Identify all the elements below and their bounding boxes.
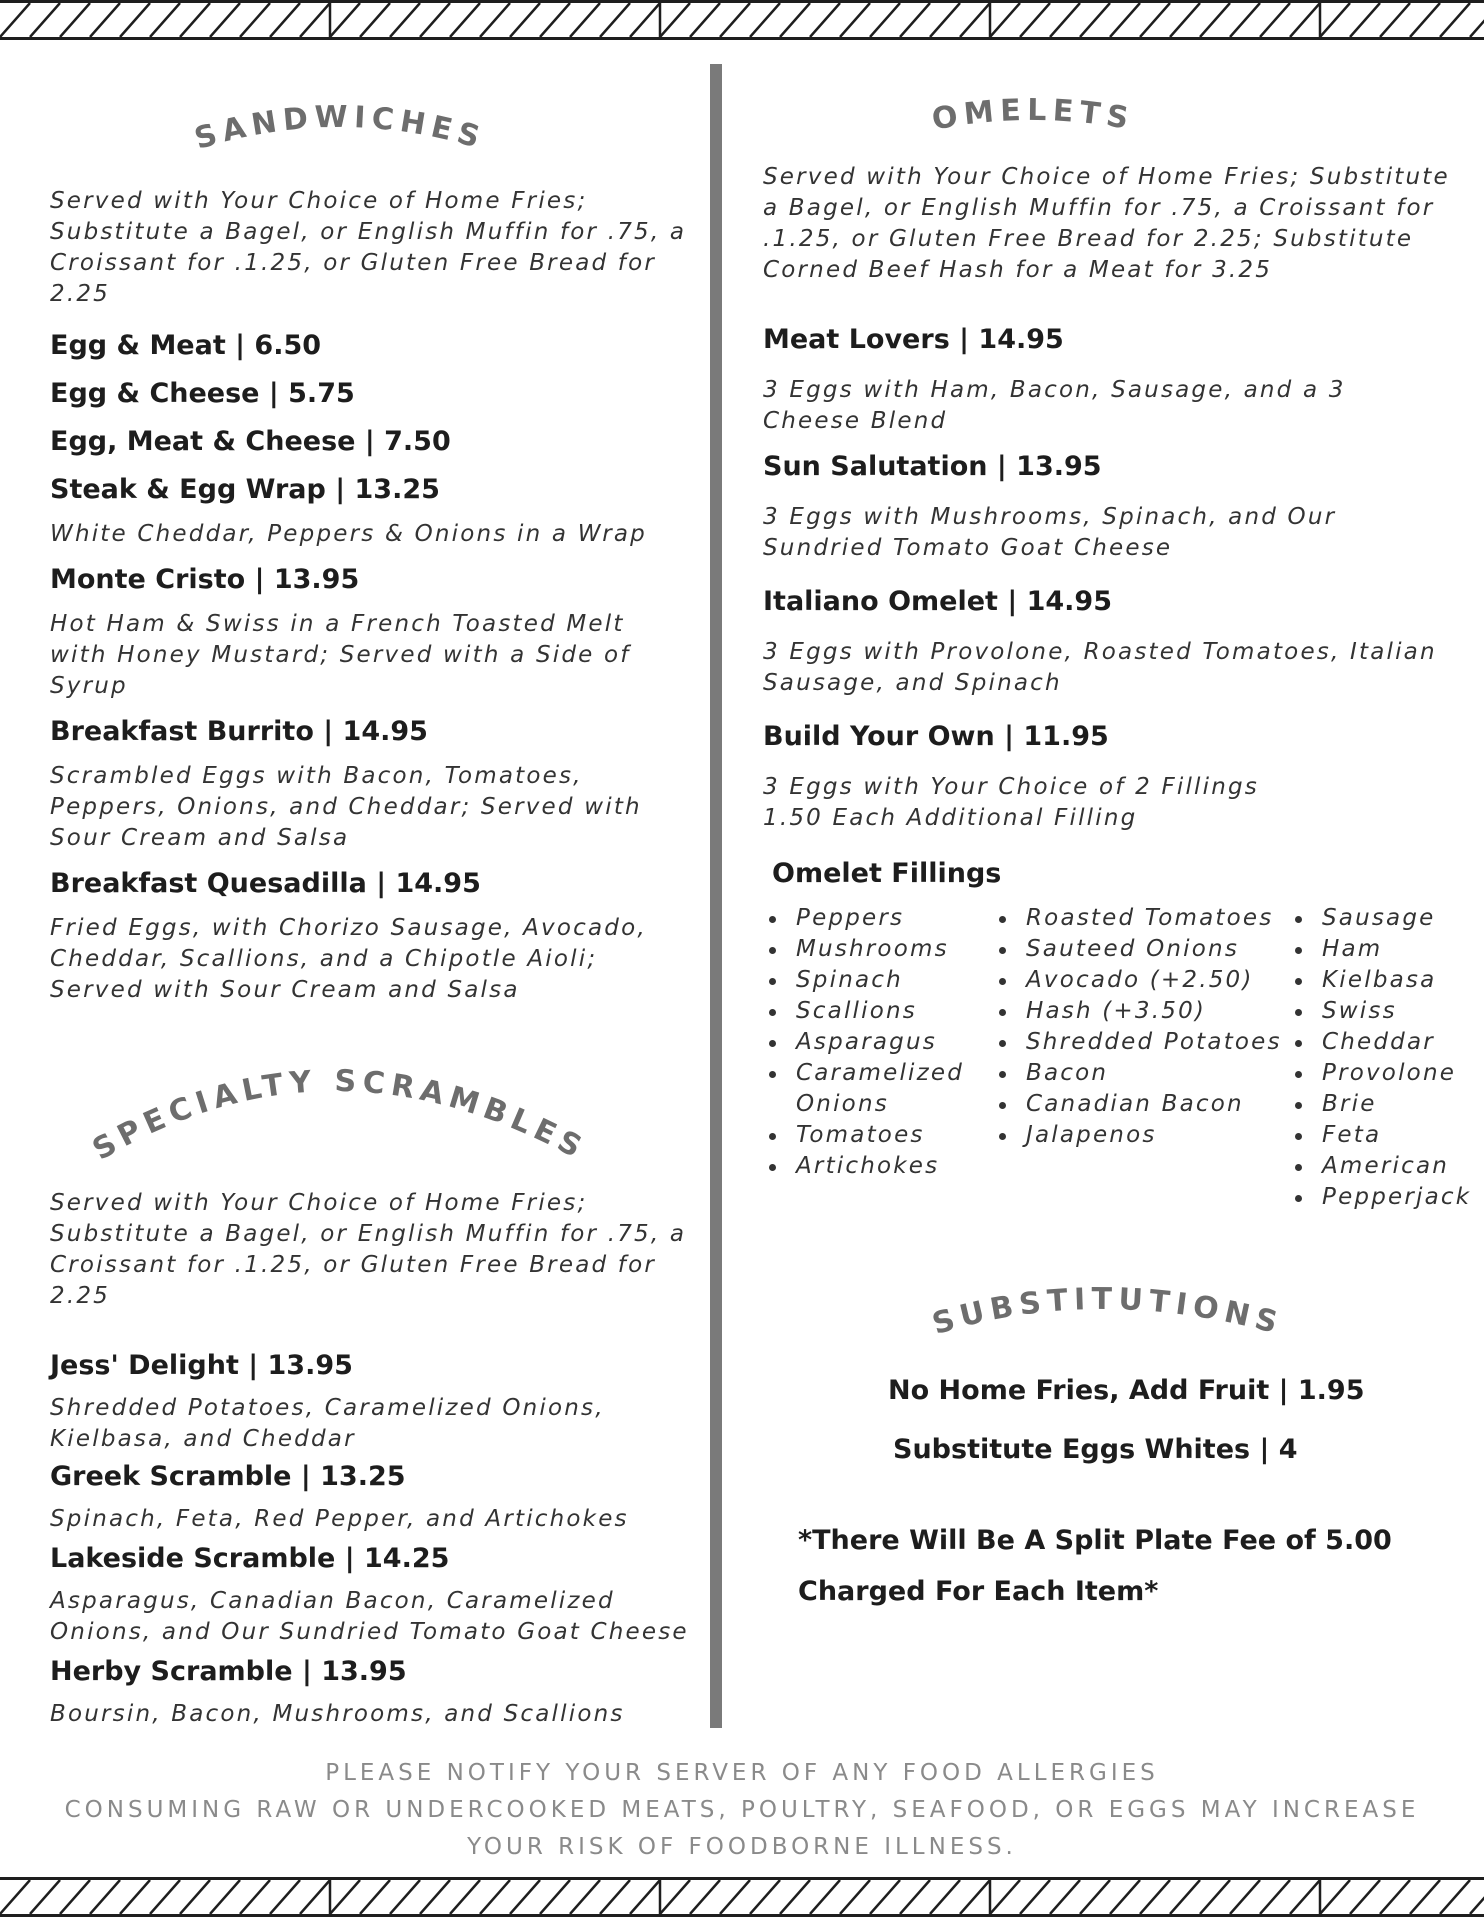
omelets-description: Served with Your Choice of Home Fries; Substitute a Bagel, or English Muffin for .75, a Croissant for .1.25, or Gluten Free Bread for 2.25; Substitute Corned Beef Hash for a Meat for 3.25 — [763, 164, 1450, 283]
zigzag-stroke — [570, 3, 600, 37]
zigzag-stroke — [810, 1880, 840, 1914]
omelet-item-desc-extra: 1.50 Each Additional Filling — [763, 805, 1138, 831]
sandwich-item-title: Breakfast Quesadilla | 14.95 — [50, 868, 481, 899]
allergy-notice-line: PLEASE NOTIFY YOUR SERVER OF ANY FOOD ALLERGIES — [325, 1760, 1159, 1786]
zigzag-stroke — [1020, 1880, 1050, 1914]
zigzag-stroke — [990, 3, 1020, 37]
scramble-item-title: Lakeside Scramble | 14.25 — [50, 1543, 450, 1574]
omelet-item-title: Sun Salutation | 13.95 — [763, 451, 1102, 482]
omelet-item-title: Italiano Omelet | 14.95 — [763, 586, 1113, 617]
zigzag-stroke — [0, 1880, 30, 1914]
zigzag-stroke — [840, 3, 870, 37]
scramble-item-title: Herby Scramble | 13.95 — [50, 1656, 407, 1687]
filling-item: Canadian Bacon — [993, 1089, 1289, 1120]
filling-item: American — [1289, 1151, 1469, 1182]
zigzag-stroke — [390, 3, 420, 37]
zigzag-stroke — [330, 1880, 360, 1914]
filling-item: Bacon — [993, 1058, 1289, 1089]
zigzag-stroke — [90, 1880, 120, 1914]
zigzag-stroke — [1080, 3, 1110, 37]
omelet-item-desc: 3 Eggs with Provolone, Roasted Tomatoes, Italian Sausage, and Spinach — [763, 639, 1437, 696]
scramble-item-title: Greek Scramble | 13.25 — [50, 1461, 406, 1492]
zigzag-stroke — [660, 1880, 690, 1914]
substitution-egg-whites: Substitute Eggs Whites | 4 — [893, 1434, 1298, 1465]
zigzag-stroke — [1110, 1880, 1140, 1914]
filling-item: Swiss — [1289, 996, 1469, 1027]
zigzag-stroke — [90, 3, 120, 37]
zigzag-stroke — [60, 3, 90, 37]
zigzag-stroke — [360, 1880, 390, 1914]
zigzag-stroke — [750, 3, 780, 37]
filling-item: Spinach — [763, 965, 993, 996]
allergy-notice — [0, 1755, 1484, 1866]
fillings-column-3 — [1289, 903, 1472, 1213]
zigzag-stroke — [480, 3, 510, 37]
zigzag-stroke — [1410, 1880, 1440, 1914]
column-divider — [710, 64, 722, 1728]
zigzag-stroke — [960, 3, 990, 37]
zigzag-stroke — [1050, 3, 1080, 37]
zigzag-pattern-bottom — [0, 1880, 1484, 1914]
zigzag-stroke — [120, 3, 150, 37]
specialty-scrambles-heading-text: SPECIALTY SCRAMBLES — [86, 1063, 593, 1168]
zigzag-stroke — [1350, 3, 1380, 37]
omelet-fillings-grid — [763, 903, 1473, 1213]
svg-text:SPECIALTY SCRAMBLES — [87, 1064, 593, 1168]
zigzag-stroke — [720, 1880, 750, 1914]
zigzag-stroke — [690, 1880, 720, 1914]
zigzag-stroke — [900, 1880, 930, 1914]
filling-item: Asparagus — [763, 1027, 993, 1058]
zigzag-stroke — [150, 3, 180, 37]
zigzag-stroke — [1200, 3, 1230, 37]
zigzag-stroke — [690, 3, 720, 37]
zigzag-stroke — [180, 3, 210, 37]
zigzag-stroke — [150, 1880, 180, 1914]
zigzag-stroke — [330, 3, 360, 37]
zigzag-stroke — [1020, 3, 1050, 37]
zigzag-stroke — [240, 3, 270, 37]
scramble-item-desc: Shredded Potatoes, Caramelized Onions, Kielbasa, and Cheddar — [50, 1395, 605, 1452]
right-column — [763, 90, 1473, 1607]
zigzag-stroke — [720, 3, 750, 37]
zigzag-stroke — [600, 3, 630, 37]
zigzag-stroke — [1170, 3, 1200, 37]
zigzag-stroke — [480, 1880, 510, 1914]
zigzag-stroke — [270, 3, 300, 37]
sandwich-item-title: Steak & Egg Wrap | 13.25 — [50, 474, 440, 505]
zigzag-stroke — [1260, 1880, 1290, 1914]
omelets-heading-text: OMELETS — [929, 92, 1137, 138]
zigzag-pattern-top — [0, 3, 1484, 37]
zigzag-stroke — [780, 1880, 810, 1914]
filling-item: Kielbasa — [1289, 965, 1469, 996]
sandwich-item-desc: Scrambled Eggs with Bacon, Tomatoes, Peppers, Onions, and Cheddar; Served with Sour Cream and Salsa — [50, 763, 642, 851]
omelet-item-desc: 3 Eggs with Your Choice of 2 Fillings — [763, 774, 1259, 800]
zigzag-stroke — [360, 3, 390, 37]
zigzag-stroke — [60, 1880, 90, 1914]
svg-text:SUBSTITUTIONS — [928, 1282, 1286, 1342]
sandwich-item-title: Egg & Meat | 6.50 — [50, 330, 322, 361]
zigzag-stroke — [450, 3, 480, 37]
zigzag-stroke — [540, 3, 570, 37]
scramble-item-desc: Asparagus, Canadian Bacon, Caramelized Onions, and Our Sundried Tomato Goat Cheese — [50, 1588, 689, 1645]
left-column — [50, 90, 710, 1730]
zigzag-stroke — [1320, 3, 1350, 37]
zigzag-stroke — [510, 1880, 540, 1914]
zigzag-stroke — [660, 3, 690, 37]
specialty-scrambles-heading — [50, 1036, 610, 1166]
svg-text:OMELETS — [929, 93, 1136, 138]
zigzag-stroke — [810, 3, 840, 37]
fillings-column-2 — [993, 903, 1289, 1213]
filling-item: Peppers — [763, 903, 993, 934]
svg-text:SANDWICHES — [191, 100, 490, 157]
zigzag-stroke — [840, 1880, 870, 1914]
substitutions-heading-text: SUBSTITUTIONS — [928, 1281, 1287, 1343]
zigzag-stroke — [300, 1880, 330, 1914]
filling-item: Jalapenos — [993, 1120, 1289, 1151]
zigzag-stroke — [420, 3, 450, 37]
sandwich-item-title: Egg, Meat & Cheese | 7.50 — [50, 426, 451, 457]
zigzag-stroke — [1140, 3, 1170, 37]
substitutions-heading — [763, 1269, 1383, 1343]
filling-item: Mushrooms — [763, 934, 993, 965]
zigzag-stroke — [180, 1880, 210, 1914]
scramble-item-title: Jess' Delight | 13.95 — [50, 1350, 353, 1381]
sandwich-item-desc: Hot Ham & Swiss in a French Toasted Melt with Honey Mustard; Served with a Side of Syrup — [50, 611, 631, 699]
filling-item: Cheddar — [1289, 1027, 1469, 1058]
zigzag-stroke — [1200, 1880, 1230, 1914]
omelet-list — [763, 324, 1473, 834]
zigzag-stroke — [1260, 3, 1290, 37]
zigzag-stroke — [120, 1880, 150, 1914]
allergy-notice-line: YOUR RISK OF FOODBORNE ILLNESS. — [467, 1834, 1017, 1860]
sandwich-list — [50, 330, 710, 1006]
filling-item: Hash (+3.50) — [993, 996, 1289, 1027]
sandwich-item-title: Monte Cristo | 13.95 — [50, 564, 360, 595]
filling-item: Roasted Tomatoes — [993, 903, 1289, 934]
zigzag-stroke — [1230, 3, 1260, 37]
zigzag-stroke — [780, 3, 810, 37]
zigzag-stroke — [1440, 3, 1470, 37]
omelet-item-title: Build Your Own | 11.95 — [763, 721, 1109, 752]
omelets-heading — [743, 90, 1303, 140]
zigzag-stroke — [630, 3, 660, 37]
zigzag-stroke — [210, 3, 240, 37]
zigzag-stroke — [600, 1880, 630, 1914]
filling-item: Shredded Potatoes — [993, 1027, 1289, 1058]
substitution-fruit: No Home Fries, Add Fruit | 1.95 — [888, 1375, 1365, 1406]
zigzag-stroke — [390, 1880, 420, 1914]
zigzag-stroke — [900, 3, 930, 37]
zigzag-stroke — [570, 1880, 600, 1914]
zigzag-stroke — [450, 1880, 480, 1914]
omelet-item-title: Meat Lovers | 14.95 — [763, 324, 1064, 355]
zigzag-stroke — [1290, 1880, 1320, 1914]
bottom-zigzag-border — [0, 1877, 1484, 1917]
sandwich-item-desc: White Cheddar, Peppers & Onions in a Wrap — [50, 521, 647, 547]
zigzag-stroke — [1290, 3, 1320, 37]
zigzag-stroke — [930, 1880, 960, 1914]
zigzag-stroke — [1050, 1880, 1080, 1914]
split-plate-fee-2: Charged For Each Item* — [798, 1576, 1159, 1607]
zigzag-stroke — [240, 1880, 270, 1914]
zigzag-stroke — [750, 1880, 780, 1914]
zigzag-stroke — [630, 1880, 660, 1914]
zigzag-stroke — [1320, 1880, 1350, 1914]
zigzag-stroke — [990, 1880, 1020, 1914]
filling-item: Ham — [1289, 934, 1469, 965]
split-plate-fee: *There Will Be A Split Plate Fee of 5.00 — [798, 1525, 1392, 1556]
zigzag-stroke — [1350, 1880, 1380, 1914]
zigzag-stroke — [1170, 1880, 1200, 1914]
zigzag-stroke — [870, 1880, 900, 1914]
omelet-item-desc: 3 Eggs with Ham, Bacon, Sausage, and a 3 Cheese Blend — [763, 377, 1346, 434]
filling-item: Caramelized Onions — [763, 1058, 993, 1120]
zigzag-stroke — [540, 1880, 570, 1914]
filling-item: Tomatoes — [763, 1120, 993, 1151]
zigzag-stroke — [30, 3, 60, 37]
zigzag-stroke — [300, 3, 330, 37]
filling-item: Scallions — [763, 996, 993, 1027]
zigzag-stroke — [210, 1880, 240, 1914]
filling-item: Sauteed Onions — [993, 934, 1289, 965]
zigzag-stroke — [1140, 1880, 1170, 1914]
zigzag-stroke — [1470, 3, 1484, 37]
allergy-notice-line: CONSUMING RAW OR UNDERCOOKED MEATS, POULTRY, SEAFOOD, OR EGGS MAY INCREASE — [64, 1797, 1420, 1823]
scramble-list — [50, 1350, 710, 1730]
zigzag-stroke — [930, 3, 960, 37]
sandwiches-description: Served with Your Choice of Home Fries; Substitute a Bagel, or English Muffin for .75, a Croissant for .1.25, or Gluten Free Bread for 2.25 — [50, 188, 687, 307]
filling-item: Brie — [1289, 1089, 1469, 1120]
zigzag-stroke — [270, 1880, 300, 1914]
zigzag-stroke — [1080, 1880, 1110, 1914]
zigzag-stroke — [1440, 1880, 1470, 1914]
filling-item: Provolone — [1289, 1058, 1469, 1089]
filling-item: Feta — [1289, 1120, 1469, 1151]
filling-item: Avocado (+2.50) — [993, 965, 1289, 996]
zigzag-stroke — [1230, 1880, 1260, 1914]
zigzag-stroke — [0, 3, 30, 37]
zigzag-stroke — [30, 1880, 60, 1914]
zigzag-stroke — [1410, 3, 1440, 37]
scrambles-description: Served with Your Choice of Home Fries; Substitute a Bagel, or English Muffin for .75, a Croissant for .1.25, or Gluten Free Bread for 2.25 — [50, 1190, 687, 1309]
zigzag-stroke — [1380, 3, 1410, 37]
omelet-fillings-title: Omelet Fillings — [772, 858, 1002, 889]
zigzag-stroke — [870, 3, 900, 37]
zigzag-stroke — [1380, 1880, 1410, 1914]
zigzag-stroke — [960, 1880, 990, 1914]
zigzag-stroke — [510, 3, 540, 37]
sandwich-item-title: Egg & Cheese | 5.75 — [50, 378, 355, 409]
zigzag-stroke — [1110, 3, 1140, 37]
sandwiches-heading-text: SANDWICHES — [190, 99, 490, 157]
zigzag-stroke — [1470, 1880, 1484, 1914]
filling-item: Pepperjack — [1289, 1182, 1469, 1213]
filling-item: Artichokes — [763, 1151, 993, 1182]
top-zigzag-border — [0, 0, 1484, 40]
sandwich-item-title: Breakfast Burrito | 14.95 — [50, 716, 428, 747]
filling-item: Sausage — [1289, 903, 1469, 934]
scramble-item-desc: Boursin, Bacon, Mushrooms, and Scallions — [50, 1701, 625, 1727]
sandwiches-heading — [50, 90, 610, 170]
zigzag-stroke — [420, 1880, 450, 1914]
sandwich-item-desc: Fried Eggs, with Chorizo Sausage, Avocado, Cheddar, Scallions, and a Chipotle Aioli; Served with Sour Cream and Salsa — [50, 915, 647, 1003]
omelet-item-desc: 3 Eggs with Mushrooms, Spinach, and Our Sundried Tomato Goat Cheese — [763, 504, 1337, 561]
fillings-column-1 — [763, 903, 993, 1213]
scramble-item-desc: Spinach, Feta, Red Pepper, and Artichokes — [50, 1506, 629, 1532]
